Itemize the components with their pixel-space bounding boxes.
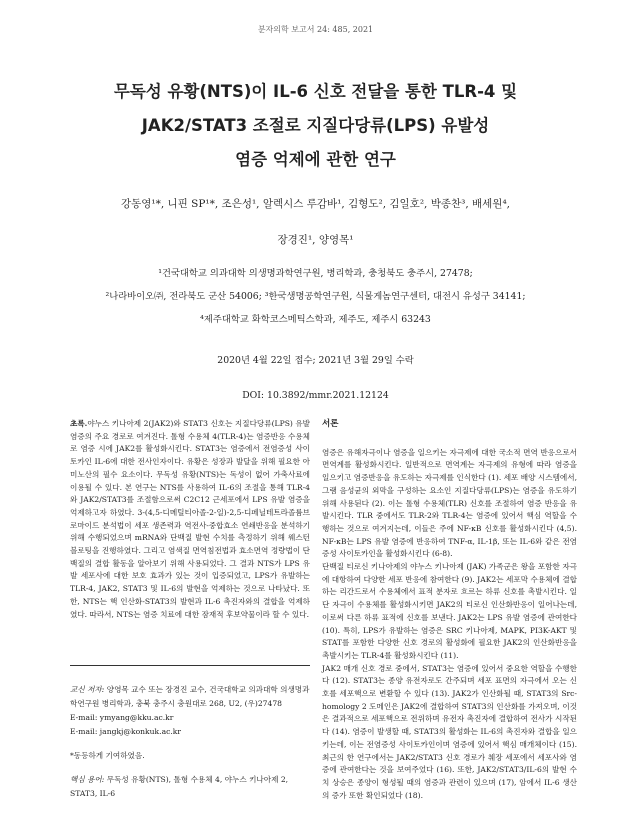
- intro-paragraph: 염증은 유해자극이나 염증을 일으키는 자극제에 대한 국소적 면역 반응으로서 면역계를 활성화시킨다. 일반적으로 면역계는 자극제의 유형에 따라 염증을 일으키고 염증반응을 유도하는 자극제를 인식한다 (1). 세포 배양 시스템에서, 그램 음성균의 외막을 구성하는 요소인 지질다당류(LPS)는 염증을 유도하기 위해 사용된다 (2). 이는 톨형 수용체(TLR) 신호를 조절하여 염증 반응을 유발시킨다. TLR 중에서도 TLR-2와 TLR-4는 염증에 있어서 핵심 역할을 수행하는 것으로 여겨지는데, 이들은 주에 NF-κB 신호를 활성화시킨다 (4,5). NF-κB는 LPS 유발 염증에 반응하여 TNF-α, IL-1β, 또는 IL-6와 같은 전염증성 사이토카인을 활성화시킨다 (6-8).: [322, 447, 577, 559]
- intro-paragraph: JAK2 매개 신호 경로 중에서, STAT3는 염증에 있어서 중요한 역할을 수행한다 (12). STAT3는 종양 유전자로도 간주되며 세포 표면의 자극에서 오는 신호를 세포핵으로 변환할 수 있다 (13). JAK2가 인산화될 때, STAT3의 Src-homology 2 도메인은 JAK2에 결합하여 STAT3의 인산화를 가져오며, 이것은 결과적으로 세포핵으로 전위하며 유전자 촉진자에 결합하여 전사가 시작된다 (14). 염증이 발생할 때, STAT3의 활성화는 IL-6의 촉진자와 결합을 일으키는데, 이는 전염증성 사이토카인이며 염증에 있어서 핵심 매개체이다 (15). 최근의 한 연구에서는 JAK2/STAT3 신호 경로가 췌장 세포에서 세포사와 염증에 관여한다는 것을 보여주었다 (16). 또한, JAK2/STAT3/IL-6의 발현 수치 상승은 종양이 형성될 때의 염증과 관련이 있으며 (17), 암에서 IL-6 생산의 증가 또한 확인되었다 (18).: [322, 663, 577, 800]
- doi-link[interactable]: DOI: 10.3892/mmr.2021.12124: [242, 390, 389, 401]
- title-line: 무독성 유황(NTS)이 IL-6 신호 전달을 통한 TLR-4 및: [113, 82, 518, 101]
- title-line: 염증 억제에 관한 연구: [235, 150, 396, 169]
- authors-line: 장경진¹, 양영목¹: [277, 234, 354, 246]
- keywords-text: 무독성 유황(NTS), 톨형 수용체 4, 야누스 키나아제 2, STAT3, IL-6: [70, 775, 289, 798]
- email-2[interactable]: E-mail: jangkj@konkuk.ac.kr: [70, 727, 181, 736]
- correspondence: [70, 683, 310, 711]
- affiliation: ²나라바이오㈜, 전라북도 군산 54006; ³한국생명공학연구원, 식물게놈연구센터, 대전시 유성구 34141;: [105, 291, 526, 302]
- received-accepted-dates: 2020년 4월 22일 접수; 2021년 3월 29일 수락: [217, 355, 414, 366]
- keywords-label: 핵심 용어:: [70, 775, 105, 784]
- abstract-label: 초록.: [70, 419, 88, 428]
- authors-line: 강동영¹*, 니핀 SP¹*, 조은성¹, 알렉시스 루감바¹, 김형도², 김일호², 박종찬³, 배세원⁴,: [120, 198, 511, 210]
- equal-contribution-note: *동등하게 기여하였음.: [70, 751, 145, 760]
- footnotes: [70, 683, 310, 801]
- abstract: [70, 418, 310, 621]
- abstract-text: 야누스 키나아제 2(JAK2)와 STAT3 신호는 지질다당류(LPS) 유발 염증의 주요 경로로 여겨진다. 톨형 수용체 4(TLR-4)는 염증반응 수용체로 염증 시에 JAK2를 활성화시킨다. STAT3는 염증에서 전염증성 사이토카인 IL-6에 대한 전사인자이다. 유황은 성장과 발달을 위해 필요한 아미노산의 필수 요소이다. 무독성 유황(NTS)는 독성이 없어 가축사료에 이용될 수 있다. 본 연구는 NTS를 사용하여 IL-6의 조절을 통해 TLR-4와 JAK2/STAT3를 조절함으로써 C2C12 근세포에서 LPS 유발 염증을 억제하고자 하였다. 3-(4,5-디메틸티아졸-2-일)-2,5-디페닐테트라졸륨브로마이드 분석법이 세포 생존력과 역전사-중합효소 연쇄반응을 분석하기 위해 수행되었으며 mRNA와 단백질 발현 수치를 측정하기 위해 웨스턴블로팅을 진행하였다. 그리고 염색질 면역침전법과 효소면역 정량법이 단백질의 결합 활동을 알아보기 위해 사용되었다. 그 결과 NTS가 LPS 유발 세포사에 대한 보호 효과가 있는 것이 입증되었고, LPS가 유발하는 TLR-4, JAK2, STAT3 및 IL-6의 발현을 억제하는 것으로 나타났다. 또한, NTS는 핵 인산화-STAT3의 발현과 IL-6 촉진자와의 결합을 억제하였다. 따라서, NTS는 염증 치료에 대한 잠재적 후보약물이라 할 수 있다.: [70, 419, 310, 619]
- title-line: JAK2/STAT3 조절로 지질다당류(LPS) 유발성: [141, 116, 490, 135]
- author-list: [30, 186, 601, 258]
- affiliations: [30, 262, 601, 331]
- correspondence-label: 교신 저자:: [70, 685, 105, 694]
- introduction: [322, 418, 577, 802]
- article-title: [40, 75, 591, 177]
- keywords: [70, 773, 310, 801]
- affiliation: ¹건국대학교 의과대학 의생명과학연구원, 병리학과, 충청북도 충주시, 27478;: [158, 268, 473, 279]
- email-1[interactable]: E-mail: ymyang@kku.ac.kr: [70, 713, 174, 722]
- correspondence-text: 양영목 교수 또는 장경진 교수, 건국대학교 의과대학 의생명과학연구원 병리학과, 충북 충주시 충원대로 268, U2, (우)27478: [70, 685, 310, 708]
- journal-citation: 분자의학 보고서 24: 485, 2021: [257, 25, 374, 34]
- footnote-divider: [70, 665, 310, 666]
- intro-paragraph: 단백질 티로신 키나아제의 야누스 키나아제 (JAK) 가족군은 왕을 포함한 자극에 대항하여 다양한 세포 반응에 참여한다 (9). JAK2는 세포막 수용체에 결합하는 리간드로서 수용체에서 표적 분자로 흐르는 하류 신호를 촉발시킨다. 일단 자극이 수용체를 활성화시키면 JAK2의 티로신 인산화반응이 일어나는데, 이로써 다른 하류 표적에 신호를 보낸다. JAK2는 LPS 유발 염증에 관여한다 (10). 특히, LPS가 유발하는 염증은 SRC 키나아제, MAPK, PI3K-AKT 및 STAT를 포함한 다양한 신호 경로의 활성화에 필요한 JAK2의 인산화반응을 촉발시키는 TLR-4를 활성화시킨다 (11).: [322, 562, 577, 660]
- section-title: 서론: [322, 419, 339, 429]
- affiliation: ⁴제주대학교 화학코스메틱스학과, 제주도, 제주시 63243: [200, 314, 431, 325]
